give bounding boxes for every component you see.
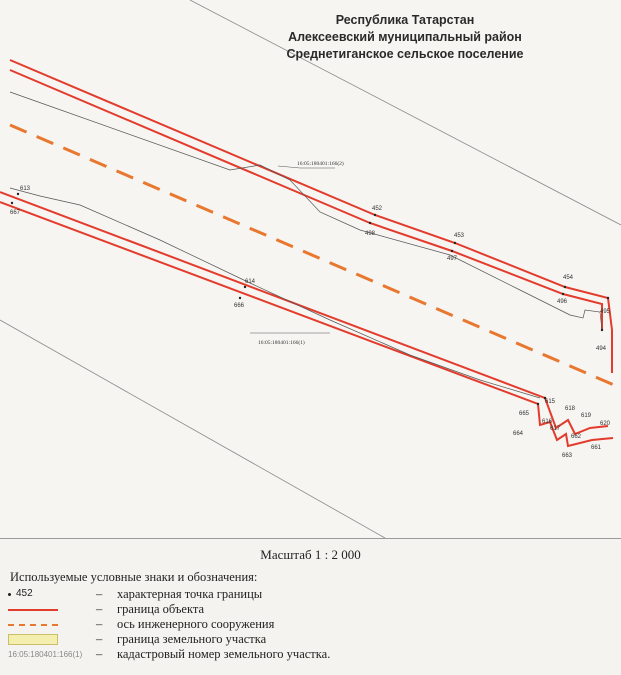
object-boundary-lower-outer: [0, 192, 608, 434]
scale-text: Масштаб 1 : 2 000: [260, 547, 361, 562]
point-label-454: 454: [563, 275, 574, 281]
point-label-663: 663: [562, 453, 573, 459]
title-line-settlement: Среднетиганское сельское поселение: [286, 47, 524, 61]
map-title: [250, 12, 560, 63]
boundary-points: [11, 193, 609, 405]
cadastral-label-lower: 16:05:180401:166(1): [258, 340, 305, 346]
legend-heading: Используемые условные знаки и обозначения:: [10, 570, 258, 584]
point-label-665: 665: [519, 411, 530, 417]
point-label-616: 616: [542, 419, 553, 425]
dashed-orange-line-icon: [8, 624, 58, 626]
object-boundary-upper-inner: [10, 70, 602, 330]
legend-symbol-parcel: [8, 632, 83, 647]
point-label-496: 496: [557, 299, 568, 305]
point-label-661: 661: [591, 445, 602, 451]
point-label-664: 664: [513, 431, 524, 437]
point-label-497: 497: [447, 256, 458, 262]
point-label-495: 495: [600, 309, 611, 315]
object-boundary-lower-inner: [0, 202, 613, 446]
parcel-line-upper: [10, 92, 602, 330]
point-label-614: 614: [245, 279, 256, 285]
point-label-452: 452: [372, 206, 383, 212]
legend-symbol-boundary: [8, 602, 83, 617]
legend-row-cadastral: 16:05:180401:166(1) – кадастровый номер земельного участка.: [8, 647, 331, 661]
point-label-613: 613: [20, 186, 31, 192]
title-line-district: Алексеевский муниципальный район: [288, 30, 522, 44]
point-label-498: 498: [365, 231, 376, 237]
legend-text-boundary: граница объекта: [117, 602, 205, 616]
legend-symbol-point: 452: [8, 587, 83, 602]
legend-row-axis: – ось инженерного сооружения: [8, 617, 608, 632]
solid-red-line-icon: [8, 609, 58, 611]
point-label-662: 662: [571, 434, 582, 440]
legend-text-cadastral: кадастровый номер земельного участка.: [117, 647, 331, 661]
legend-row-boundary: – граница объекта: [8, 602, 608, 617]
cadastral-label-upper: 16:05:180401:166(2): [297, 161, 344, 167]
point-label-615: 615: [545, 399, 556, 405]
legend-symbol-cadastral: 16:05:180401:166(1): [8, 650, 83, 659]
object-boundary-upper-outer: [10, 60, 612, 373]
point-label-453: 453: [454, 233, 465, 239]
point-label-620: 620: [600, 421, 611, 427]
parcel-edge-bottom: [0, 320, 385, 538]
legend-row-point: 452 – характерная точка границы: [8, 587, 608, 602]
legend-text-axis: ось инженерного сооружения: [117, 617, 275, 631]
point-label-494: 494: [596, 346, 607, 352]
point-label-666: 666: [234, 303, 245, 309]
parcel-swatch-icon: [8, 634, 58, 645]
legend-text-point: характерная точка границы: [117, 587, 263, 601]
point-label-619: 619: [581, 413, 592, 419]
point-label-667: 667: [10, 210, 21, 216]
title-line-region: Республика Татарстан: [335, 13, 475, 27]
point-label-617: 617: [550, 426, 561, 432]
legend-row-parcel: – граница земельного участка: [8, 632, 608, 647]
legend-symbol-axis: [8, 617, 83, 632]
point-label-618: 618: [565, 406, 576, 412]
legend-text-parcel: граница земельного участка: [117, 632, 267, 646]
point-dot-icon: [8, 593, 11, 596]
legend: [8, 570, 608, 662]
